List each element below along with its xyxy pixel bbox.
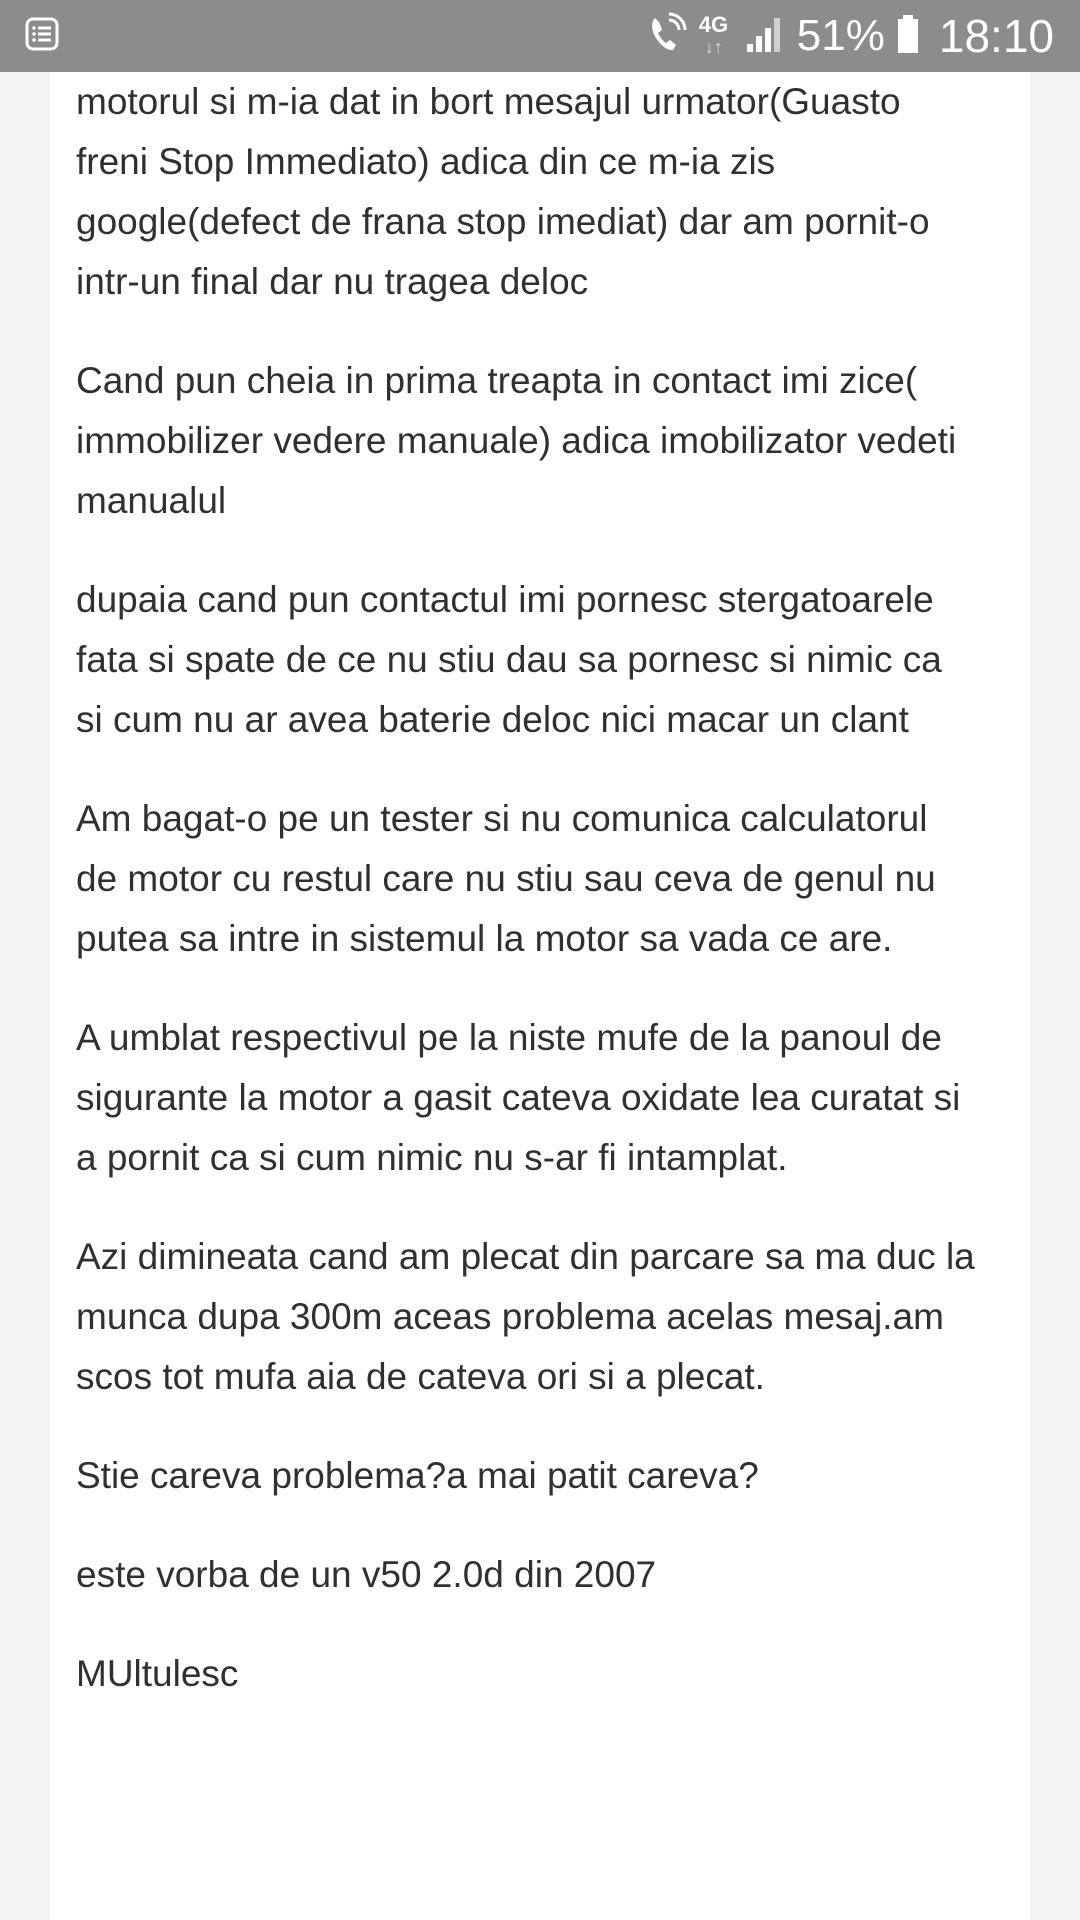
- post-paragraph: motorul si m-ia dat in bort mesajul urmator(Guasto freni Stop Immediato) adica din ce m-ia zis google(defect de frana stop imediat) dar am pornit-o intr-un final dar nu tragea deloc: [76, 81, 930, 302]
- post-paragraph: Am bagat-o pe un tester si nu comunica calculatorul de motor cu restul care nu stiu sau ceva de genul nu putea sa intre in sistemul la motor sa vada ce are.: [76, 798, 936, 959]
- wifi-calling-icon: [647, 12, 687, 61]
- notes-icon: [24, 16, 60, 57]
- post-body: [76, 72, 976, 1743]
- battery-percent: 51%: [796, 11, 885, 60]
- signal-icon: [745, 14, 785, 59]
- network-type: 4G ↓↑: [698, 12, 729, 57]
- post-paragraph: este vorba de un v50 2.0d din 2007: [76, 1554, 657, 1595]
- post-card: [30, 72, 1050, 1920]
- post-paragraph: Cand pun cheia in prima treapta in contact imi zice( immobilizer vedere manuale) adica imobilizator vedeti manualul: [76, 360, 957, 521]
- post-paragraph: A umblat respectivul pe la niste mufe de la panoul de sigurante la motor a gasit cateva oxidate lea curatat si a pornit ca si cum nimic nu s-ar fi intamplat.: [76, 1017, 961, 1178]
- clock: 18:10: [938, 10, 1054, 62]
- post-paragraph: MUltulesc: [76, 1653, 239, 1694]
- post-paragraph: Stie careva problema?a mai patit careva?: [76, 1455, 759, 1496]
- status-bar: [0, 0, 1080, 72]
- battery-icon: [897, 14, 919, 59]
- post-paragraph: Azi dimineata cand am plecat din parcare sa ma duc la munca dupa 300m aceas problema acelas mesaj.am scos tot mufa aia de cateva ori si a plecat.: [76, 1236, 975, 1397]
- post-paragraph: dupaia cand pun contactul imi pornesc stergatoarele fata si spate de ce nu stiu dau sa pornesc si nimic ca si cum nu ar avea baterie deloc nici macar un clant: [76, 579, 942, 740]
